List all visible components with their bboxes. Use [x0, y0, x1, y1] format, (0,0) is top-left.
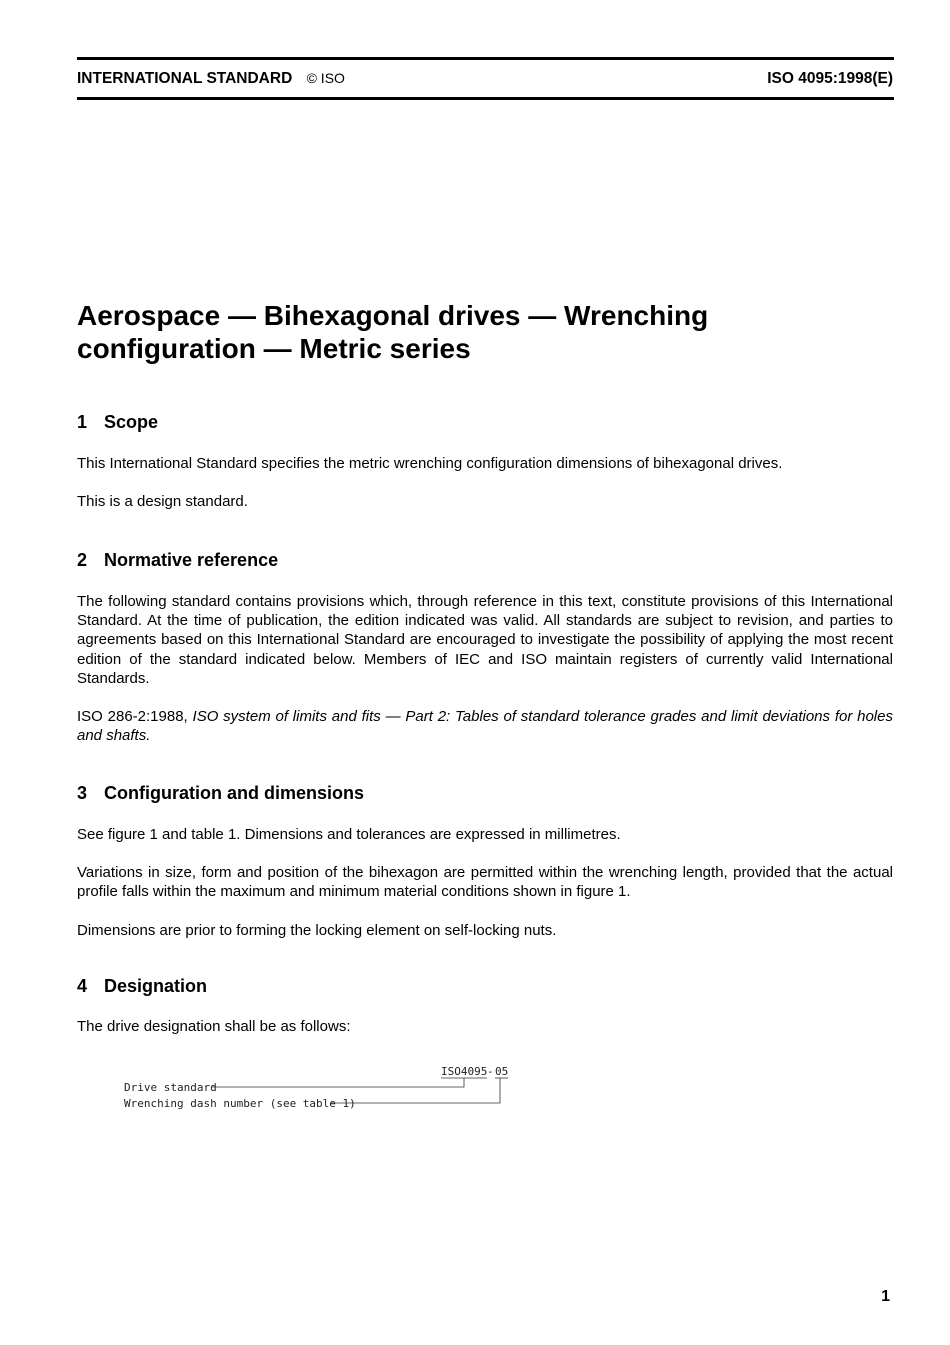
leader-standard [211, 1078, 464, 1087]
reference-id: ISO 286-2:1988, [77, 708, 188, 725]
title-line-2: configuration — Metric series [77, 333, 471, 364]
document-type: INTERNATIONAL STANDARD [77, 70, 293, 87]
document-id: ISO 4095:1998(E) [767, 70, 893, 87]
paragraph: See figure 1 and table 1. Dimensions and tolerances are expressed in millimetres. [77, 826, 621, 843]
paragraph: Dimensions are prior to forming the locking element on self-locking nuts. [77, 922, 557, 939]
title-line-1: Aerospace — Bihexagonal drives — Wrenching [77, 300, 709, 331]
section-heading-scope: 1 Scope [77, 412, 159, 432]
section-heading-normative-reference: 2 Normative reference [77, 550, 279, 570]
section-heading-designation: 4 Designation [77, 976, 208, 996]
leader-dash [331, 1078, 500, 1103]
label-dash-number: Wrenching dash number (see table 1) [124, 1097, 356, 1110]
page-number: 1 [881, 1288, 890, 1305]
copyright: © ISO [306, 70, 345, 86]
paragraph: The following standard contains provisions which, through reference in this text, constitute provisions of this International Standard. At the time of publication, the edition indicated was valid. All standards are subject to revision, and parties to agreements based on this International Standard are encouraged to investigate the possibility of applying the most recent edition of the standard indicated below. Members of IEC and ISO maintain registers of currently valid International Standards. [77, 593, 893, 687]
paragraph: Variations in size, form and position of the bihexagon are permitted within the wrenching length, provided that the actual profile falls within the maximum and minimum material conditions shown in figure 1. [77, 864, 893, 901]
label-drive-standard: Drive standard [124, 1081, 217, 1094]
reference-title: ISO system of limits and fits — Part 2: Tables of standard tolerance grades and limit deviations for holes and shafts. [77, 708, 893, 745]
code-dash: 05 [495, 1065, 509, 1078]
section-heading-configuration: 3 Configuration and dimensions [77, 783, 364, 803]
paragraph: This International Standard specifies the metric wrenching configuration dimensions of bihexagonal drives. [77, 455, 783, 472]
paragraph: The drive designation shall be as follows: [77, 1018, 351, 1035]
paragraph: This is a design standard. [77, 493, 248, 510]
code-standard: ISO4095 [441, 1065, 488, 1078]
code-separator: - [487, 1065, 494, 1078]
